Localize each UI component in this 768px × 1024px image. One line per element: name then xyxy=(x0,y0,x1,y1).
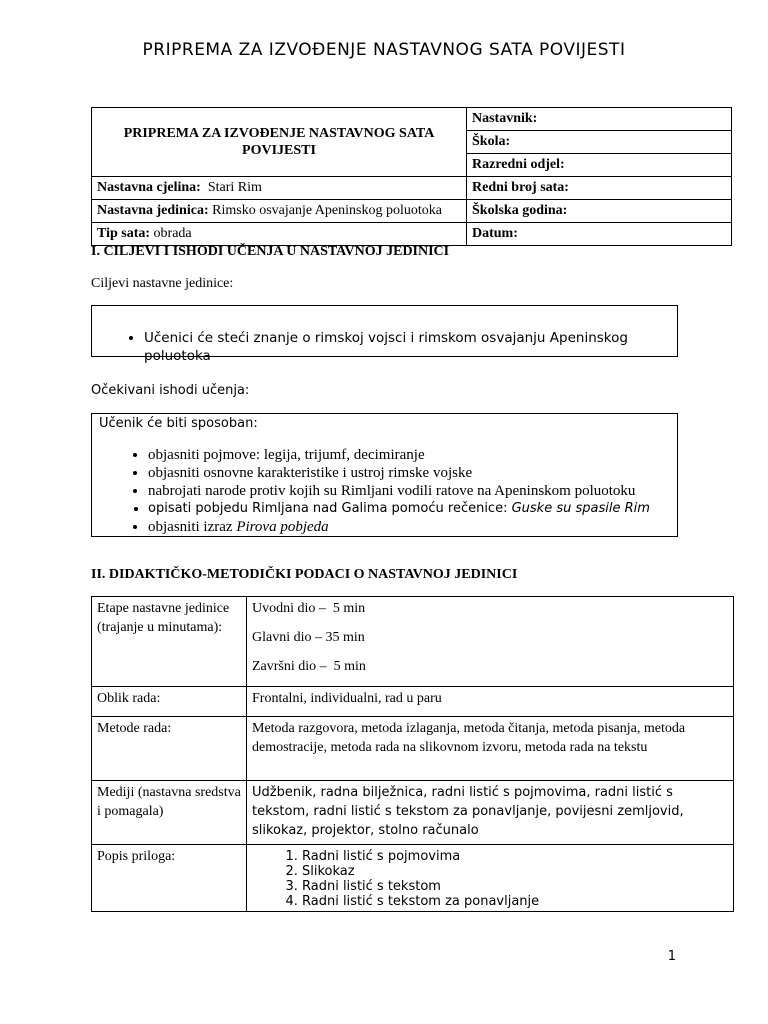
goals-list xyxy=(92,329,677,365)
work-form-value: Frontalni, individualni, rad u paru xyxy=(247,687,734,717)
lesson-type-label: Tip sata: xyxy=(97,226,151,241)
methods-label: Metode rada: xyxy=(92,717,247,781)
attachment-item: 2. Slikokaz xyxy=(302,864,728,879)
work-form-label: Oblik rada: xyxy=(92,687,247,717)
outcome-italic: Pirova pobjeda xyxy=(236,519,329,535)
goals-box xyxy=(91,305,678,364)
class-label: Razredni odjel: xyxy=(467,154,732,177)
unit-cell xyxy=(92,177,467,200)
lesson-type-value: obrada xyxy=(150,226,192,241)
attachments-label: Popis priloga: xyxy=(92,845,247,912)
outcome-item xyxy=(148,500,677,518)
stages-label: Etape nastavne jedinice (trajanje u minutama): xyxy=(92,597,247,687)
outcome-item: • objasniti pojmove: legija, trijumf, decimiranje xyxy=(148,446,677,464)
attachments-list xyxy=(252,849,728,909)
school-label: Škola: xyxy=(467,131,732,154)
section2-heading: II. DIDAKTIČKO-METODIČKI PODACI O NASTAVNOJ JEDINICI xyxy=(91,567,518,582)
lesson-cell xyxy=(92,200,467,223)
stage-item: Glavni dio – 35 min xyxy=(252,630,365,645)
attachment-item: 4. Radni listić s tekstom za ponavljanje xyxy=(302,894,728,909)
teacher-label: Nastavnik: xyxy=(467,108,732,131)
attachment-item: 3. Radni listić s tekstom xyxy=(302,879,728,894)
stage-item: Uvodni dio – 5 min xyxy=(252,601,366,616)
goals-label: Ciljevi nastavne jedinice: xyxy=(91,276,234,291)
outcome-item: • objasniti osnovne karakteristike i ustroj rimske vojske xyxy=(148,464,677,482)
attachment-item: 1. Radni listić s pojmovima xyxy=(302,849,728,864)
outcomes-box xyxy=(91,413,678,537)
lesson-label: Nastavna jedinica: xyxy=(97,203,209,218)
lesson-value: Rimsko osvajanje Apeninskog poluotoka xyxy=(208,203,442,218)
attachments-cell xyxy=(247,845,734,912)
date-label: Datum: xyxy=(467,223,732,246)
unit-label: Nastavna cjelina: xyxy=(97,180,201,195)
outcome-item xyxy=(148,518,677,536)
outcome-italic: Guske su spasile Rim xyxy=(511,501,650,516)
outcomes-label: Očekivani ishodi učenja: xyxy=(91,383,250,398)
stages-cell xyxy=(247,597,734,687)
didactic-table xyxy=(91,596,734,912)
page-number: 1 xyxy=(667,949,676,964)
lesson-type-cell xyxy=(92,223,467,246)
outcome-text: objasniti izraz xyxy=(148,519,237,535)
section1-heading: I. CILJEVI I ISHODI UČENJA U NASTAVNOJ JEDINICI xyxy=(91,244,450,259)
lesson-info-table xyxy=(91,107,732,246)
media-value: Udžbenik, radna bilježnica, radni listić s pojmovima, radni listić s tekstom, radni listić s tekstom za ponavljanje, povijesni zemljovid, slikokaz, projektor, stolno računalo xyxy=(247,781,734,845)
media-label: Mediji (nastavna sredstva i pomagala) xyxy=(92,781,247,845)
outcome-item: • nabrojati narode protiv kojih su Rimljani vodili ratove na Apeninskom poluotoku xyxy=(148,482,677,500)
unit-value: Stari Rim xyxy=(200,180,262,195)
outcomes-list xyxy=(92,446,677,536)
lesson-number-label: Redni broj sata: xyxy=(467,177,732,200)
school-year-label: Školska godina: xyxy=(467,200,732,223)
outcomes-intro: Učenik će biti sposoban: xyxy=(99,416,258,431)
outcome-text: opisati pobjedu Rimljana nad Galima pomoću rečenice: xyxy=(148,501,512,516)
methods-value: Metoda razgovora, metoda izlaganja, metoda čitanja, metoda pisanja, metoda demostracije, metoda rada na slikovnom izvoru, metoda rada na tekstu xyxy=(247,717,734,781)
document-title: PRIPREMA ZA IZVOĐENJE NASTAVNOG SATA POVIJESTI xyxy=(142,40,626,60)
goal-item: • Učenici će steći znanje o rimskoj vojsci i rimskom osvajanju Apeninskog poluotoka xyxy=(144,329,677,365)
stage-item: Završni dio – 5 min xyxy=(252,659,366,674)
info-table-title: PRIPREMA ZA IZVOĐENJE NASTAVNOG SATA POVIJESTI xyxy=(92,108,467,177)
